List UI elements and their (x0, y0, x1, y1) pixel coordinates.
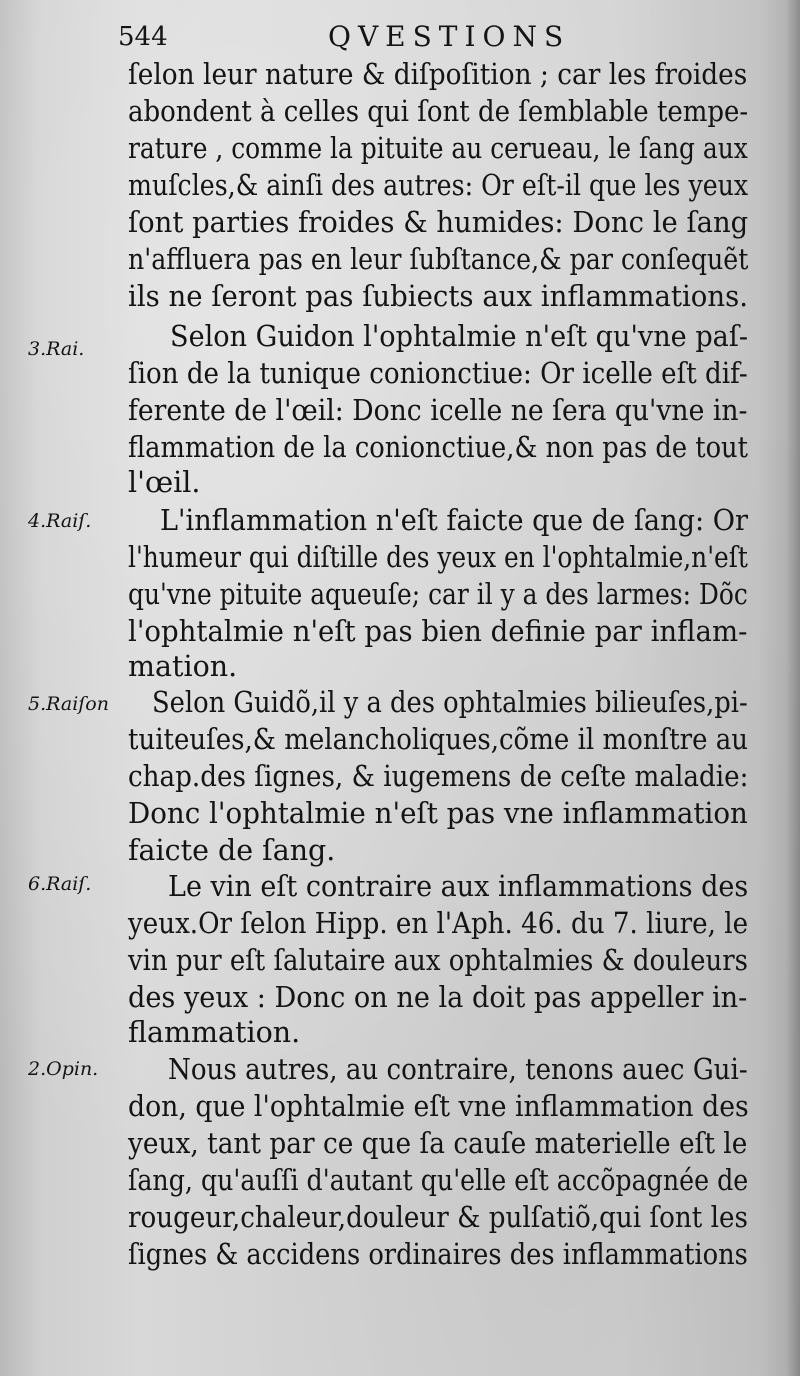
text-line: mation. (128, 650, 238, 683)
text-line: des yeux : Donc on ne la doit pas appeller in- (128, 981, 748, 1014)
text-line: chap.des ſignes, & iugemens de ceſte maladie: (128, 760, 749, 793)
text-line: ſelon leur nature & diſpoſition ; car les froides (128, 58, 748, 91)
text-line: rougeur,chaleur,douleur & pulſatiõ,qui ſont les (128, 1201, 748, 1234)
text-line: abondent à celles qui ſont de ſemblable tempe- (128, 95, 749, 128)
text-line: l'œil. (128, 466, 201, 499)
text-line: ſion de la tunique conionctiue: Or icelle eſt dif- (128, 357, 748, 390)
text-line: vin pur eſt ſalutaire aux ophtalmies & douleurs (128, 944, 748, 977)
text-line: Le vin eſt contraire aux inflammations des (168, 870, 749, 903)
text-line: qu'vne pituite aqueuſe; car il y a des larmes: Dõc (128, 578, 748, 611)
text-line: muſcles,& ainſi des autres: Or eſt-il que les yeux (128, 169, 749, 202)
page-number: 544 (118, 22, 168, 52)
text-line: yeux, tant par ce que ſa cauſe materielle eſt le (128, 1127, 748, 1160)
text-line: flammation. (128, 1016, 301, 1049)
page-edge-shadow (786, 0, 800, 1376)
text-line: L'inflammation n'eſt faicte que de ſang: Or (160, 504, 749, 537)
text-line: tuiteuſes,& melancholiques,cõme il monſtre au (128, 723, 749, 756)
margin-note-2-opinion: 2.Opin. (28, 1058, 99, 1080)
margin-note-4-raison: 4.Raiſ. (28, 510, 92, 532)
text-line: ils ne ſeront pas ſubiects aux inflammations. (128, 280, 749, 313)
text-line: ſont parties froides & humides: Donc le ſang (128, 206, 749, 239)
text-line: Selon Guidon l'ophtalmie n'eſt qu'vne paſ- (170, 320, 749, 353)
text-line: flammation de la conionctiue,& non pas de tout (128, 431, 748, 464)
text-line: n'affluera pas en leur ſubſtance,& par conſequẽt (128, 243, 749, 276)
text-line: l'humeur qui diſtille des yeux en l'ophtalmie,n'eſt (128, 541, 748, 574)
text-line: faicte de ſang. (128, 834, 336, 867)
text-line: rature , comme la pituite au cerueau, le ſang aux (128, 132, 748, 165)
running-title: QVESTIONS (328, 20, 571, 53)
margin-note-6-raison: 6.Raiſ. (28, 873, 92, 895)
text-line: ferente de l'œil: Donc icelle ne ſera qu'vne in- (128, 394, 748, 427)
margin-note-3-raison: 3.Rai. (28, 338, 85, 360)
text-line: Donc l'ophtalmie n'eſt pas vne inflammation (128, 797, 748, 830)
text-line: Nous autres, au contraire, tenons auec Gui- (168, 1053, 748, 1086)
text-line: Selon Guidõ,il y a des ophtalmies bilieuſes,pi- (152, 686, 748, 719)
text-line: ſignes & accidens ordinaires des inflammations (128, 1238, 748, 1271)
text-line: ſang, qu'auſſi d'autant qu'elle eſt accõpagnée de (128, 1164, 749, 1197)
page-header (0, 20, 800, 58)
text-line: l'ophtalmie n'eſt pas bien definie par inflam- (128, 615, 748, 648)
text-line: don, que l'ophtalmie eſt vne inflammation des (128, 1090, 749, 1123)
text-line: yeux.Or ſelon Hipp. en l'Aph. 46. du 7. liure, le (128, 907, 749, 940)
margin-note-5-raison: 5.Raiſon (28, 693, 109, 715)
